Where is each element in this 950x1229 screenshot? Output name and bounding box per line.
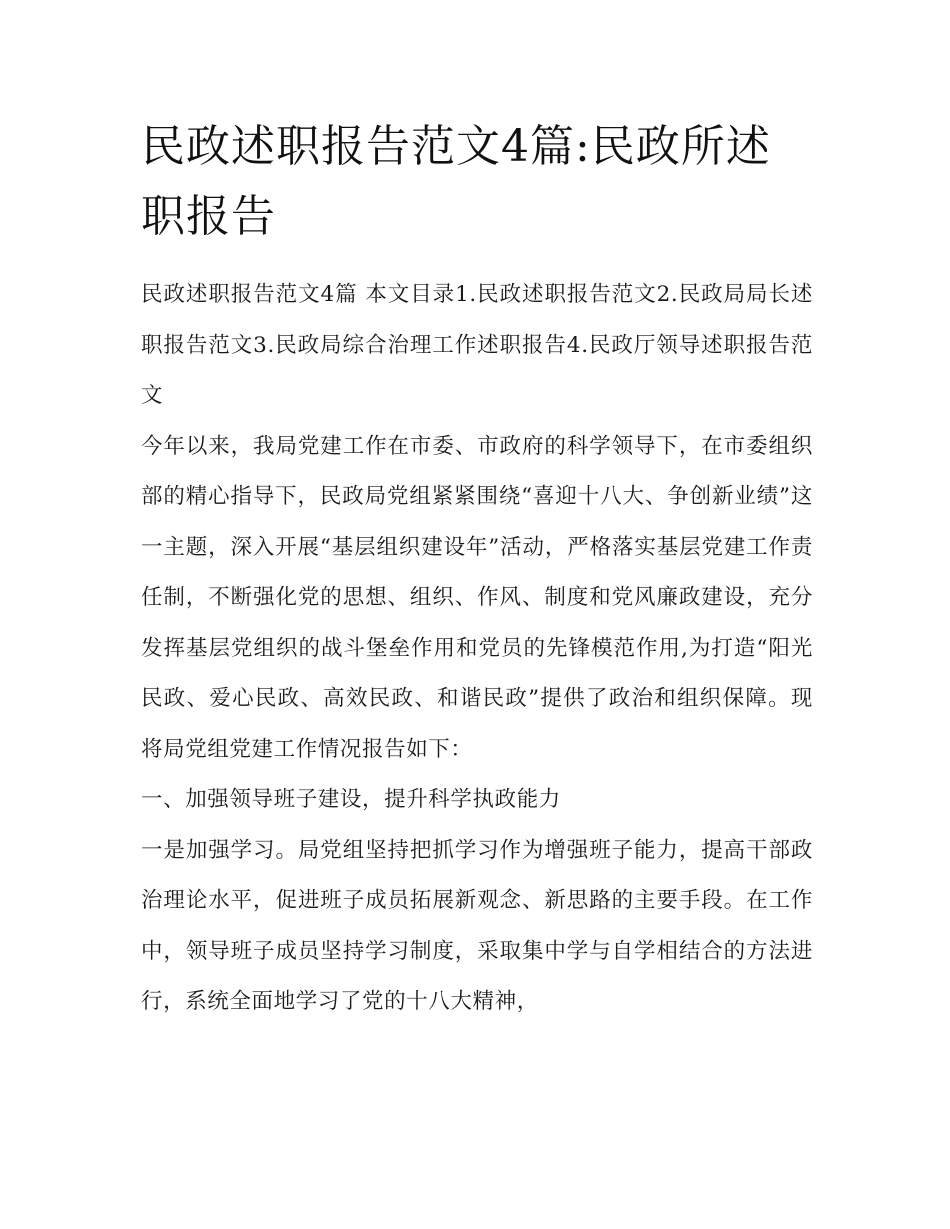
document-body	[141, 112, 813, 1028]
document-title: 民政述职报告范文4篇:民政所述职报告	[141, 121, 771, 242]
body-paragraph: 一是加强学习。局党组坚持把抓学习作为增强班子能力，提高干部政治理论水平，促进班子成员拓展新观念、新思路的主要手段。在工作中，领导班子成员坚持学习制度，采取集中学与自学相结合的方法进行，系统全面地学习了党的十八大精神，	[141, 837, 813, 1014]
table-of-contents-paragraph: 民政述职报告范文4篇 本文目录1.民政述职报告范文2.民政局局长述职报告范文3.民政局综合治理工作述职报告4.民政厅领导述职报告范文	[141, 282, 813, 408]
section-heading: 一、加强领导班子建设，提升科学执政能力	[141, 787, 561, 812]
intro-paragraph: 今年以来，我局党建工作在市委、市政府的科学领导下，在市委组织部的精心指导下，民政局党组紧紧围绕“喜迎十八大、争创新业绩”这一主题，深入开展“基层组织建设年”活动，严格落实基层党建工作责任制，不断强化党的思想、组织、作风、制度和党风廉政建设，充分发挥基层党组织的战斗堡垒作用和党员的先锋模范作用,为打造“阳光民政、爱心民政、高效民政、和谐民政”提供了政治和组织保障。现将局党组党建工作情况报告如下：	[141, 433, 813, 762]
